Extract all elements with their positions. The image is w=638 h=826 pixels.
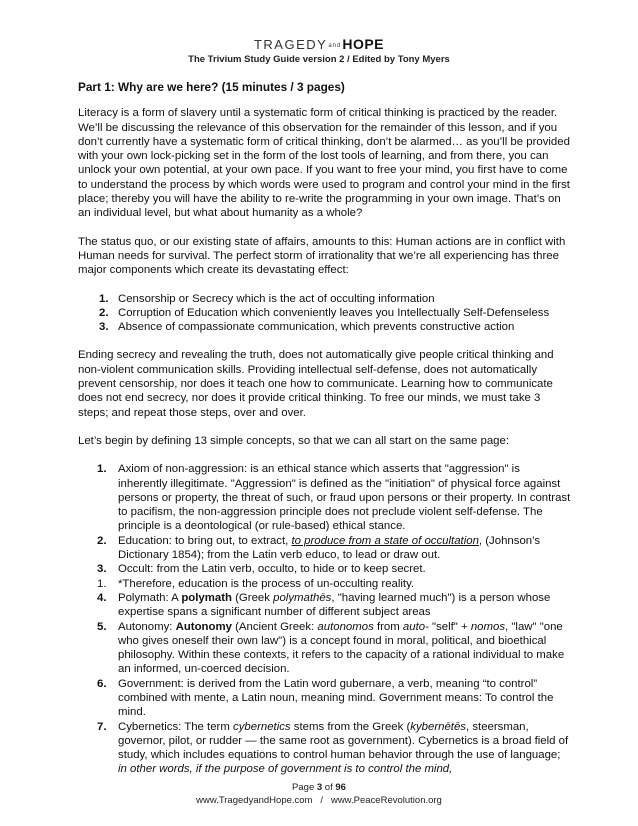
link-peacerevolution[interactable]: www.PeaceRevolution.org: [330, 795, 442, 806]
italic-term: polymathēs: [273, 591, 332, 604]
text-run: Page: [292, 782, 317, 793]
text-run: Cybernetics: The term: [118, 720, 234, 733]
text-run: "self" +: [428, 620, 471, 633]
page-number: [0, 781, 638, 794]
concept-item-cybernetics: [97, 720, 572, 777]
list-item: [99, 292, 572, 306]
text-run: , steersman, governor, pilot, or rudder — the same root as government). Cybernetics is a broad field of study, which includes equations to control human behavior through the use of language;: [118, 720, 569, 762]
underlined-phrase: to produce from a state of occultation: [291, 534, 479, 547]
list-item-text: Government: is derived from the Latin word gubernare, a verb, meaning “to control” combined with mente, a Latin noun, meaning mind. Government means: To control the mind.: [118, 677, 554, 719]
components-list: [78, 292, 572, 335]
concept-item-occult: [97, 562, 572, 576]
list-number: 2.: [97, 534, 107, 547]
text-run: Autonomy:: [118, 620, 176, 633]
list-item-text: Absence of compassionate communication, which prevents constructive action: [118, 321, 515, 334]
italic-term: cybernetics: [233, 720, 291, 733]
list-number: 3.: [97, 563, 107, 576]
text-run: Education: to bring out, to extract,: [118, 534, 292, 547]
text-run: from: [373, 620, 403, 633]
document-subtitle: The Trivium Study Guide version 2 / Edited by Tony Myers: [188, 54, 450, 65]
list-item-text: Corruption of Education which conveniently leaves you Intellectually Self-Defenseless: [118, 306, 550, 319]
list-number: 7.: [97, 720, 107, 733]
text-run: Polymath: A: [118, 591, 182, 604]
current-page: 3: [316, 782, 323, 793]
list-number: 1.: [99, 292, 109, 305]
italic-term: nomos: [470, 620, 506, 633]
list-number: 5.: [97, 620, 107, 633]
footer-links: [0, 794, 638, 807]
italic-term: in other words, if the purpose of government is to control the mind,: [118, 763, 453, 776]
list-number: 6.: [97, 677, 107, 690]
text-run: stems from the Greek (: [290, 720, 411, 733]
paragraph-ending-secrecy: Ending secrecy and revealing the truth, does not automatically give people critical thinking and non-violent communication skills. Providing intellectual self-defense, does not automatically prevent censorship, nor does it teach one how to communicate. Learning how to communicate does not end secrecy, nor does it provide critical thinking. To free our minds, we must take 3 steps; and repeat those steps, over and over.: [78, 349, 554, 419]
concept-item-education: [97, 534, 572, 563]
concept-item-government: [97, 677, 572, 720]
text-run: (Greek: [231, 591, 274, 604]
list-item-text: Censorship or Secrecy which is the act of occulting information: [118, 292, 435, 305]
bold-term: Autonomy: [175, 620, 232, 633]
list-number: 2.: [99, 306, 109, 319]
list-item: [99, 320, 572, 334]
list-item-text: Axiom of non-aggression: is an ethical stance which asserts that "aggression" is inherently illegitimate. "Aggression" is defined as the "initiation" of physical force against persons or property, the threat of such, or fraud upon persons or their property. In contrast to pacifism, the non-aggression principle does not preclude violent self-defense. The principle is a deontological (or rule-based) ethical stance.: [118, 463, 571, 533]
logo-tragedy-text: TRAGEDY: [253, 37, 328, 52]
page-content: [78, 80, 572, 791]
page-footer: [0, 781, 638, 807]
concepts-list: [78, 462, 572, 777]
list-item-text: Occult: from the Latin verb, occulto, to hide or to keep secret.: [118, 563, 426, 576]
bold-term: polymath: [181, 591, 232, 604]
text-run: , "law" "one who gives oneself their own law") is a concept found in moral, political, and bioethical philosophy. Within these contexts, it refers to the capacity of a rational individual to make an informed, un-coerced decision.: [118, 620, 565, 676]
text-run: of: [322, 782, 336, 793]
logo-hope-text: HOPE: [342, 36, 385, 52]
logo-and-text: and: [328, 42, 342, 49]
italic-term: kybernētēs: [410, 720, 466, 733]
link-tragedyandhope[interactable]: www.TragedyandHope.com: [196, 795, 313, 806]
list-item-text: *Therefore, education is the process of un-occulting reality.: [118, 577, 415, 590]
section-heading: Part 1: Why are we here? (15 minutes / 3 pages): [78, 80, 345, 94]
list-number: 1.: [97, 577, 107, 590]
text-run: , (Johnson’s Dictionary 1854); from the Latin verb educo, to lead or draw out.: [118, 534, 541, 562]
paragraph-concepts-intro: Let’s begin by defining 13 simple concepts, so that we can all start on the same page:: [78, 434, 509, 447]
concept-item-non-aggression: [97, 462, 572, 533]
list-item: [99, 306, 572, 320]
text-run: /: [312, 795, 331, 806]
total-pages: 96: [335, 782, 346, 793]
italic-term: autonomos: [317, 620, 374, 633]
paragraph-literacy: Literacy is a form of slavery until a systematic form of critical thinking is practiced by the reader. We’ll be discussing the relevance of this observation for the remainder of this lesson, and if you don’t currently have a systematic form of critical thinking, don’t be alarmed… as you’ll be provided with your own lock-picking set in the form of the lost tools of learning, and from there, you can unlock your own potential, at your own pace. If you want to free your mind, you first have to come to understand the process by which words were used to program and control your mind in the first place; thereby you will have the ability to re-write the programming in your own image. That’s on an individual level, but what about humanity as a whole?: [78, 107, 570, 220]
list-number: 3.: [99, 321, 109, 334]
tragedy-and-hope-logo: [0, 36, 638, 54]
list-number: 1.: [97, 463, 107, 476]
text-run: (Ancient Greek:: [231, 620, 318, 633]
italic-term: auto-: [402, 620, 429, 633]
paragraph-status-quo: The status quo, or our existing state of affairs, amounts to this: Human actions are in conflict with Human needs for survival. The perfect storm of irrationality that we’re all experiencing has three major components which create its devastating effect:: [78, 235, 566, 277]
text-run: , "having learned much") is a person whose expertise spans a significant number of different subject areas: [118, 591, 551, 619]
list-number: 4.: [97, 591, 107, 604]
concept-item-polymath: [97, 591, 572, 620]
concept-item-autonomy: [97, 620, 572, 677]
concept-item-therefore: [97, 577, 572, 591]
